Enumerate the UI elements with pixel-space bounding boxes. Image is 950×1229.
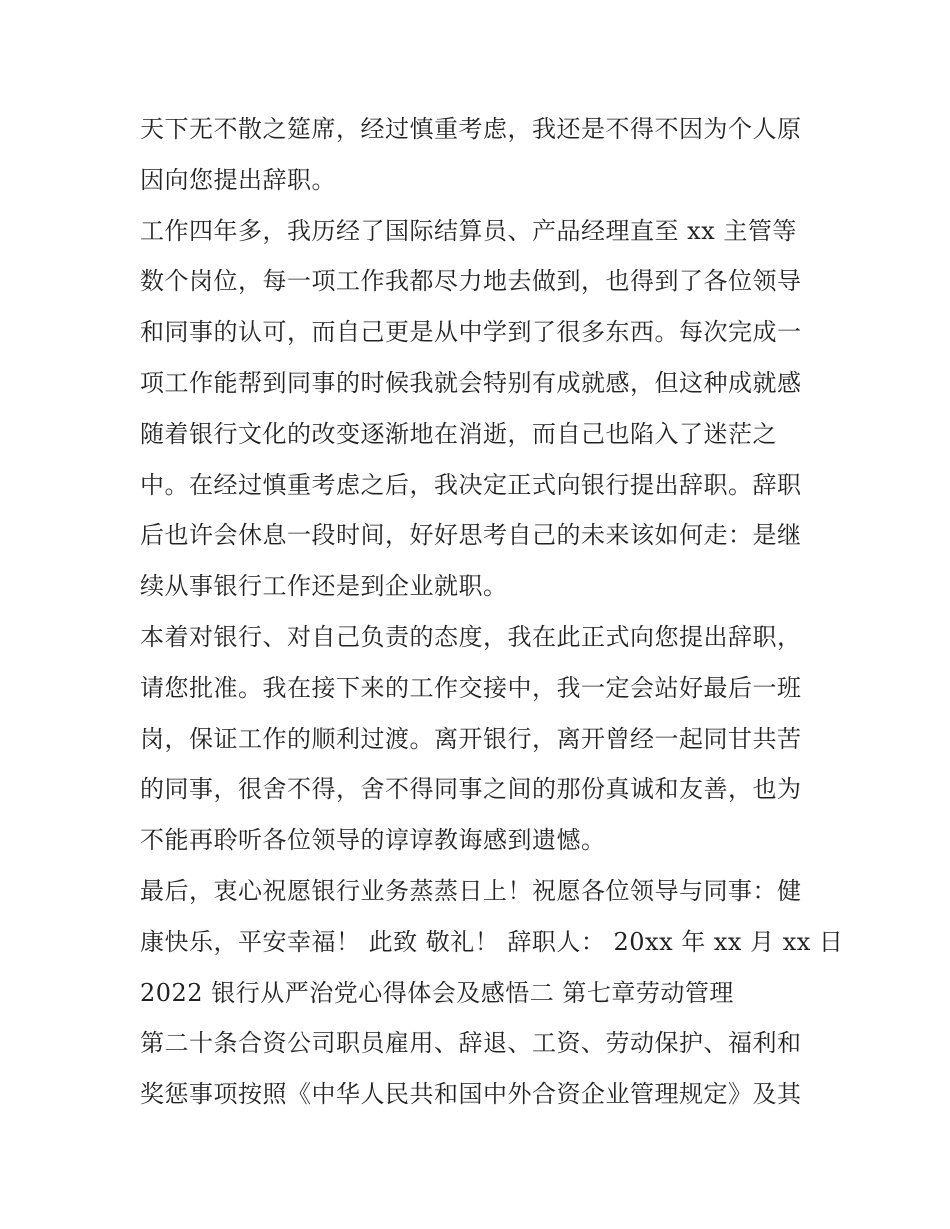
text-line: 和同事的认可，而自己更是从中学到了很多东西。每次完成一 [140,318,802,347]
text-line: 最后，衷心祝愿银行业务蒸蒸日上！祝愿各位领导与同事：健 [140,876,802,905]
text-line: 天下无不散之筵席，经过慎重考虑，我还是不得不因为个人原 [140,115,802,143]
text-line: 因向您提出辞职。 [140,165,336,194]
text-line: 奖惩事项按照《中华人民共和国中外合资企业管理规定》及其 [140,1080,802,1109]
text-line: 2022 银行从严治党心得体会及感悟二 第七章劳动管理 [140,978,734,1007]
text-line: 中。在经过慎重考虑之后，我决定正式向银行提出辞职。辞职 [140,470,802,499]
text-line: 不能再聆听各位领导的谆谆教诲感到遗憾。 [140,826,606,855]
text-line: 项工作能帮到同事的时候我就会特别有成就感，但这种成就感 [140,368,802,397]
text-line: 数个岗位，每一项工作我都尽力地去做到，也得到了各位领导 [140,267,802,296]
text-line: 岗，保证工作的顺利过渡。离开银行，离开曾经一起同甘共苦 [140,724,802,753]
text-line: 请您批准。我在接下来的工作交接中，我一定会站好最后一班 [140,673,802,702]
text-line: 续从事银行工作还是到企业就职。 [140,572,508,601]
text-line: 本着对银行、对自己负责的态度，我在此正式向您提出辞职， [140,622,802,651]
text-line: 康快乐，平安幸福！ 此致 敬礼！ 辞职人： 20xx 年 xx 月 xx 日 [140,927,844,956]
text-line: 第二十条合资公司职员雇用、辞退、工资、劳动保护、福利和 [140,1029,802,1058]
text-line: 的同事，很舍不得，舍不得同事之间的那份真诚和友善，也为 [140,775,802,804]
document-body [140,104,844,1120]
text-line: 后也许会休息一段时间，好好思考自己的未来该如何走：是继 [140,521,802,550]
text-line: 工作四年多，我历经了国际结算员、产品经理直至 xx 主管等 [140,216,797,245]
text-line: 随着银行文化的改变逐渐地在消逝，而自己也陷入了迷茫之 [140,419,777,448]
